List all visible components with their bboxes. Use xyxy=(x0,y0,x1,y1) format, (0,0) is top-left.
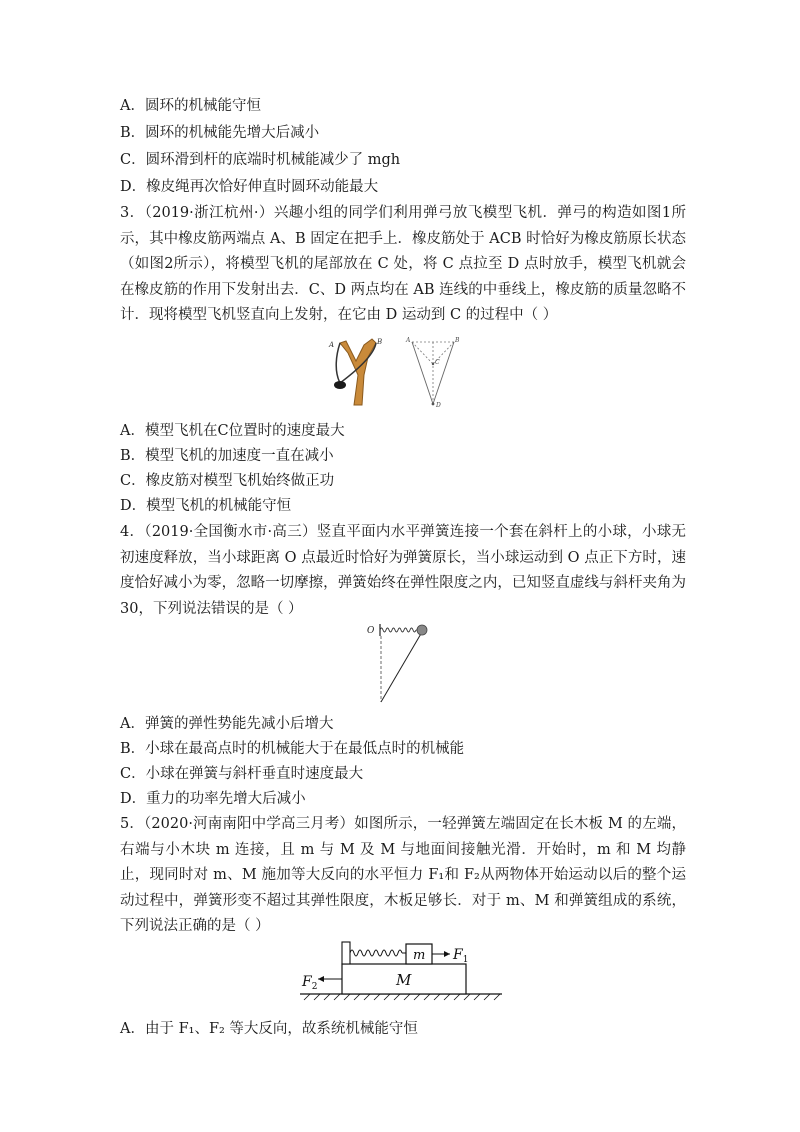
q2-option-c: C．圆环滑到杆的底端时机械能减少了 mgh xyxy=(120,152,401,168)
q4-text: 竖直平面内水平弹簧连接一个套在斜杆上的小球，小球无初速度释放，当小球距离 O 点最近时恰好为弹簧原长，当小球运动到 O 点正下方时，速度恰好减小为零，忽略一切摩擦，弹簧始终在弹性限度之内，已知竖直虚线与斜杆夹角为30，下列说法错误的是（ ） xyxy=(120,524,687,617)
point-o-label: O xyxy=(367,626,375,636)
spring xyxy=(350,950,402,956)
diagram-label-a: A xyxy=(406,337,411,344)
board-label: M xyxy=(396,971,412,989)
board-block-figure xyxy=(298,934,504,1008)
q4-stem xyxy=(120,520,686,622)
q4-option-d: D．重力的功率先增大后减小 xyxy=(120,791,306,807)
q3-option-c: C．橡皮筋对模型飞机始终做正功 xyxy=(120,473,335,489)
q5-option-a: A．由于 F₁、F₂ 等大反向，故系统机械能守恒 xyxy=(120,1021,418,1037)
diagram-label-c: C xyxy=(435,359,440,366)
force-f2-label: $F_2$ xyxy=(302,974,318,992)
q5-source: （2020·河南南阳中学高三月考） xyxy=(144,816,355,832)
q3-option-b: B．模型飞机的加速度一直在减小 xyxy=(120,448,334,464)
q3-source: （2019·浙江杭州·） xyxy=(144,205,274,221)
q2-option-b: B．圆环的机械能先增大后减小 xyxy=(120,125,320,141)
q4-option-c: C．小球在弹簧与斜杆垂直时速度最大 xyxy=(120,766,364,782)
q4-number: 4． xyxy=(120,524,145,540)
spring-wall xyxy=(342,942,350,964)
slingshot-figure xyxy=(326,335,388,407)
diagram-label-d: D xyxy=(436,402,441,409)
q4-option-b: B．小球在最高点时的机械能大于在最低点时的机械能 xyxy=(120,741,465,757)
diagram-label-b: B xyxy=(455,337,460,344)
q3-text: 兴趣小组的同学们利用弹弓放飞模型飞机．弹弓的构造如图1所示，其中橡皮筋两端点 A、B 固定在把手上．橡皮筋处于 ACB 时恰好为橡皮筋原长状态（如图2所示），将模型飞机的尾部放在 C 处，将 C 点拉至 D 点时放手，模型飞机就会在橡皮筋的作用下发射出去．C、D 两点均在 AB 连线的中垂线上，橡皮筋的质量忽略不计．现将模型飞机竖直向上发射，在它由 D 运动到 C 的过程中（ ） xyxy=(120,205,686,323)
q3-option-a: A．模型飞机在C位置时的速度最大 xyxy=(120,423,345,439)
q5-number: 5． xyxy=(120,816,145,832)
q2-option-a: A．圆环的机械能守恒 xyxy=(120,98,261,114)
q3-option-d: D．模型飞机的机械能守恒 xyxy=(120,498,292,514)
q3-stem xyxy=(120,201,686,329)
q5-stem xyxy=(120,812,686,940)
block-label: m xyxy=(413,948,426,963)
q3-number: 3． xyxy=(120,205,145,221)
q4-option-a: A．弹簧的弹性势能先减小后增大 xyxy=(120,716,334,732)
q4-source: （2019·全国衡水市·高三） xyxy=(144,524,317,540)
spring-rod-figure xyxy=(366,618,436,706)
rubber-band-diagram xyxy=(404,334,462,410)
force-f1-label: $F_1$ xyxy=(453,947,469,965)
slingshot-label-a: A xyxy=(329,341,335,349)
q5-text: 如图所示，一轻弹簧左端固定在长木板 M 的左端，右端与小木块 m 连接，且 m 与 M 及 M 与地面间接触光滑．开始时，m 和 M 均静止，现同时对 m、M 施加等大反向的水平恒力 F₁和 F₂从两物体开始运动以后的整个运动过程中，弹簧形变不超过其弹性限度，木板足够长．对于 m、M 和弹簧组成的系统，下列说法正确的是（ ） xyxy=(120,816,686,934)
slingshot-label-b: B xyxy=(377,338,383,346)
q2-option-d: D．橡皮绳再次恰好伸直时圆环动能最大 xyxy=(120,179,379,195)
